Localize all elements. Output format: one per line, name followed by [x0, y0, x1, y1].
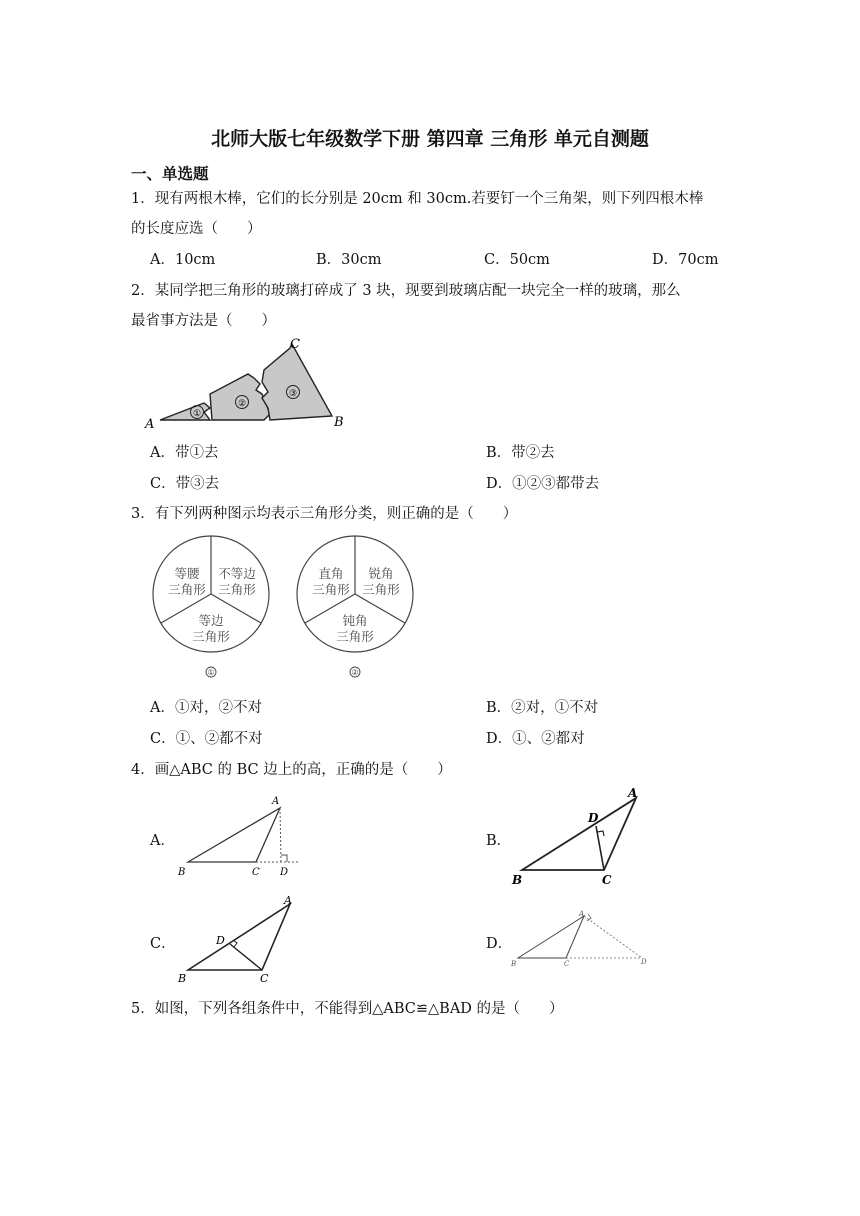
section-heading: 一、单选题: [131, 165, 209, 183]
glass-label-a: A: [145, 417, 155, 432]
glass-piece-2: [210, 374, 270, 420]
q2-option-a: A．带①去: [150, 445, 219, 461]
q3-option-a: A．①对，②不对: [150, 700, 262, 716]
classification-pie-1: [153, 536, 269, 677]
q4-figure-b: [508, 784, 648, 890]
glass-num-1: ①: [193, 409, 202, 419]
question-5-line-1: 5．如图，下列各组条件中，不能得到△ABC≌△BAD 的是（ ）: [131, 1001, 564, 1017]
pie2-sector-2-line-2: 三角形: [362, 582, 400, 597]
q4-figure-a: [172, 792, 307, 882]
q4-figure-d: [508, 908, 658, 972]
classification-pie-2: [297, 536, 413, 677]
pie1-caption: ①: [207, 668, 215, 677]
fig-a-label-a: A: [272, 796, 280, 807]
q2-option-c: C．带③去: [150, 476, 220, 492]
question-1-line-1: 1．现有两根木棒，它们的长分别是 20cm 和 30cm.若要钉一个三角架，则下列四根木棒: [131, 191, 704, 207]
pie2-sector-1-line-2: 三角形: [312, 582, 350, 597]
pie1-sector-2-line-1: 不等边: [218, 566, 256, 581]
fig-d-label-b: B: [511, 960, 517, 968]
pie2-sector-3-line-1: 钝角: [342, 613, 368, 628]
fig-a-label-c: C: [252, 867, 260, 878]
pie2-sector-2-line-1: 锐角: [368, 566, 394, 581]
fig-b-label-d: D: [588, 811, 599, 825]
pie1-sector-1-line-2: 三角形: [168, 582, 206, 597]
question-3-line-1: 3．有下列两种图示均表示三角形分类，则正确的是（ ）: [131, 506, 518, 522]
glass-piece-1: [160, 403, 210, 420]
question-2-line-2: 最省事方法是（ ）: [131, 313, 276, 329]
q2-option-b: B．带②去: [486, 445, 555, 461]
question-1-line-2: 的长度应选（ ）: [131, 221, 262, 237]
pie1-sector-3-line-1: 等边: [198, 613, 224, 628]
question-2-line-1: 2．某同学把三角形的玻璃打碎成了 3 块，现要到玻璃店配一块完全一样的玻璃，那么: [131, 283, 681, 299]
fig-c-label-c: C: [260, 972, 269, 985]
pie2-caption: ②: [351, 668, 359, 677]
fig-a-label-d: D: [280, 867, 289, 878]
q3-option-c: C．①、②都不对: [150, 731, 263, 747]
pie1-sector-1-line-1: 等腰: [174, 566, 200, 581]
fig-d-label-d: D: [641, 958, 647, 966]
q1-option-d: D．70cm: [652, 252, 719, 268]
pie2-sector-3-line-2: 三角形: [336, 629, 374, 644]
glass-label-c: C: [290, 337, 300, 352]
broken-glass-figure: [140, 332, 360, 432]
glass-num-3: ③: [289, 389, 298, 399]
q3-option-b: B．②对，①不对: [486, 700, 599, 716]
q1-option-c: C．50cm: [484, 252, 550, 268]
q3-option-d: D．①、②都对: [486, 731, 585, 747]
glass-num-2: ②: [238, 399, 247, 409]
fig-c-label-d: D: [216, 934, 225, 947]
fig-d-label-a: A: [579, 910, 585, 918]
fig-a-label-b: B: [178, 867, 186, 878]
q4-option-d: D．: [486, 936, 513, 952]
q4-figure-c: [172, 892, 302, 986]
q1-option-b: B．30cm: [316, 252, 382, 268]
page-title: 北师大版七年级数学下册 第四章 三角形 单元自测题: [211, 128, 649, 150]
q4-option-b: B．: [486, 833, 512, 849]
pie2-sector-1-line-1: 直角: [318, 566, 344, 581]
q1-option-a: A．10cm: [150, 252, 216, 268]
fig-b-label-b: B: [512, 873, 523, 887]
pie1-sector-2-line-2: 三角形: [218, 582, 256, 597]
q4-option-c: C．: [150, 936, 176, 952]
q2-option-d: D．①②③都带去: [486, 476, 600, 492]
question-4-line-1: 4．画△ABC 的 BC 边上的高，正确的是（ ）: [131, 762, 452, 778]
fig-b-label-c: C: [602, 873, 612, 887]
glass-piece-3: [262, 344, 332, 420]
fig-d-label-c: C: [564, 960, 570, 968]
pie1-sector-3-line-2: 三角形: [192, 629, 230, 644]
fig-b-label-a: A: [628, 786, 638, 800]
fig-c-label-b: B: [178, 972, 187, 985]
triangle-classification-figure: [148, 532, 428, 682]
glass-label-b: B: [334, 415, 344, 430]
fig-c-label-a: A: [284, 894, 292, 907]
q4-option-a: A．: [150, 833, 175, 849]
